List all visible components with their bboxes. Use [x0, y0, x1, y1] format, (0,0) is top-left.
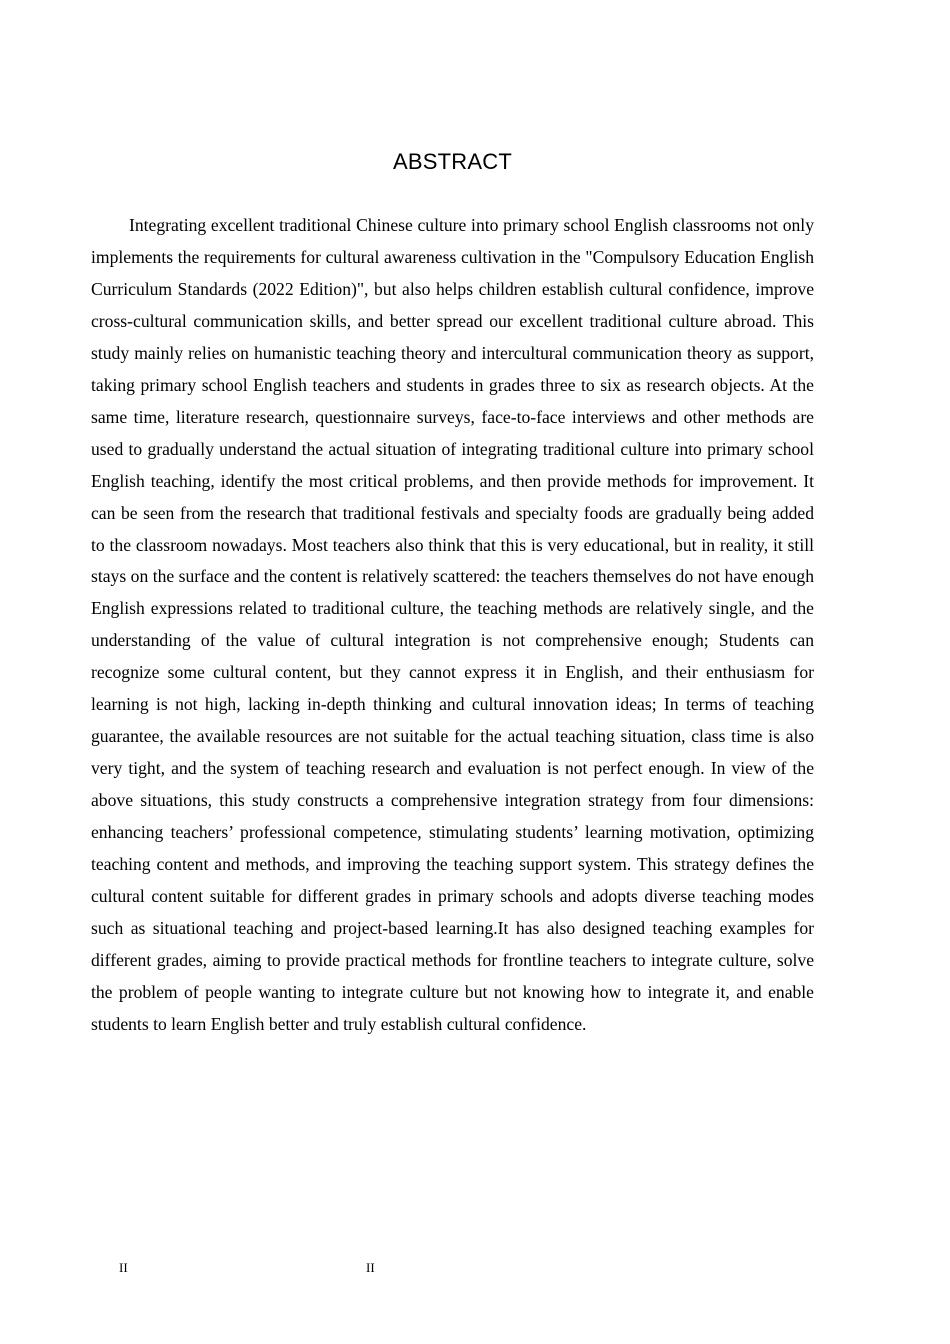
abstract-heading: ABSTRACT [393, 149, 512, 174]
page-number-right: II [366, 1260, 375, 1275]
page-number-left: II [119, 1260, 128, 1275]
abstract-paragraph: Integrating excellent traditional Chinese culture into primary school English classrooms not only implements the requirements for cultural awareness cultivation in the "Compulsory Education English Curriculum Standards (2022 Edition)", but also helps children establish cultural confidence, improve cross-cultural communication skills, and better spread our excellent traditional culture abroad. This study mainly relies on humanistic teaching theory and intercultural communication theory as support, taking primary school English teachers and students in grades three to six as research objects. At the same time, literature research, questionnaire surveys, face-to-face interviews and other methods are used to gradually understand the actual situation of integrating traditional culture into primary school English teaching, identify the most critical problems, and then provide methods for improvement. It can be seen from the research that traditional festivals and specialty foods are gradually being added to the classroom nowadays. Most teachers also think that this is very educational, but in reality, it still stays on the surface and the content is relatively scattered: the teachers themselves do not have enough English expressions related to traditional culture, the teaching methods are relatively single, and the understanding of the value of cultural integration is not comprehensive enough; Students can recognize some cultural content, but they cannot express it in English, and their enthusiasm for learning is not high, lacking in-depth thinking and cultural innovation ideas; In terms of teaching guarantee, the available resources are not suitable for the actual teaching situation, class time is also very tight, and the system of teaching research and evaluation is not perfect enough. In view of the above situations, this study constructs a comprehensive integration strategy from four dimensions: enhancing teachers’ professional competence, stimulating students’ learning motivation, optimizing teaching content and methods, and improving the teaching support system. This strategy defines the cultural content suitable for different grades in primary schools and adopts diverse teaching modes such as situational teaching and project-based learning.It has also designed teaching examples for different grades, aiming to provide practical methods for frontline teachers to integrate culture, solve the problem of people wanting to integrate culture but not knowing how to integrate it, and enable students to learn English better and truly establish cultural confidence. [91, 215, 814, 1034]
